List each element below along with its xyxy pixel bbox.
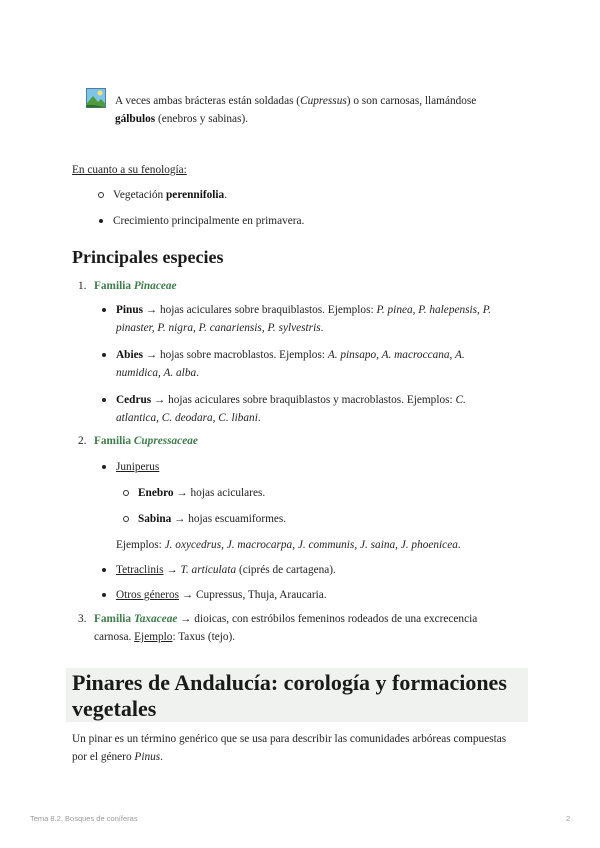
bracts-note: A veces ambas brácteras están soldadas (Cupressus) o son carnosas, llamándose gálbulos (enebros y sabinas).: [115, 95, 477, 125]
list-item: Otros géneros → Cupressus, Thuja, Araucaria.: [116, 586, 526, 604]
list-item: Cedrus → hojas aciculares sobre braquiblastos y macroblastos. Ejemplos: C. atlantica, C. deodara, C. libani.: [116, 391, 526, 427]
juniperus-sublist: [138, 484, 518, 528]
fenologia-heading: En cuanto a su fenología:: [72, 164, 187, 176]
list-item: Vegetación perennifolia.: [113, 186, 533, 204]
family-taxaceae-item: 3. Familia Taxaceae → dioicas, con estróbilos femeninos rodeados de una excrecencia carnosa. Ejemplo: Taxus (tejo).: [78, 613, 478, 643]
pinares-title: Pinares de Andalucía: corología y formaciones vegetales: [72, 670, 507, 721]
landscape-image-icon: [86, 88, 106, 108]
list-item: Pinus → hojas aciculares sobre braquiblastos. Ejemplos: P. pinea, P. halepensis, P. pinaster, P. nigra, P. canariensis, P. sylvestris.: [116, 301, 526, 337]
fenologia-list: [113, 186, 533, 230]
juniperus-link: Juniperus: [116, 461, 160, 473]
species-heading: Principales especies: [72, 247, 224, 267]
pinaceae-list: [116, 301, 526, 427]
galbulos-term: gálbulos: [115, 113, 156, 125]
list-item: Enebro → hojas aciculares.: [138, 484, 518, 502]
list-item: Sabina → hojas escuamiformes.: [138, 510, 518, 528]
pinares-intro: Un pinar es un término genérico que se usa para describir las comunidades arbóreas compuestas por el género Pinus.: [72, 733, 507, 763]
footer-title: Tema 8.2. Bosques de coníferas: [30, 814, 138, 823]
family-cupressaceae-heading: 2. Familia Cupressaceae: [78, 435, 198, 447]
list-item: Tetraclinis → T. articulata (ciprés de cartagena).: [116, 561, 526, 579]
list-item: Crecimiento principalmente en primavera.: [113, 212, 533, 230]
family-pinaceae-heading: 1. Familia Pinaceae: [78, 280, 177, 292]
list-item: Abies → hojas sobre macroblastos. Ejemplos: A. pinsapo, A. macroccana, A. numidica, A. alba.: [116, 346, 526, 382]
cupressaceae-list: [116, 458, 526, 604]
list-item: [116, 458, 526, 554]
juniperus-examples: Ejemplos: J. oxycedrus, J. macrocarpa, J. communis, J. saina, J. phoenicea.: [116, 539, 461, 551]
page-number: 2: [566, 814, 571, 823]
